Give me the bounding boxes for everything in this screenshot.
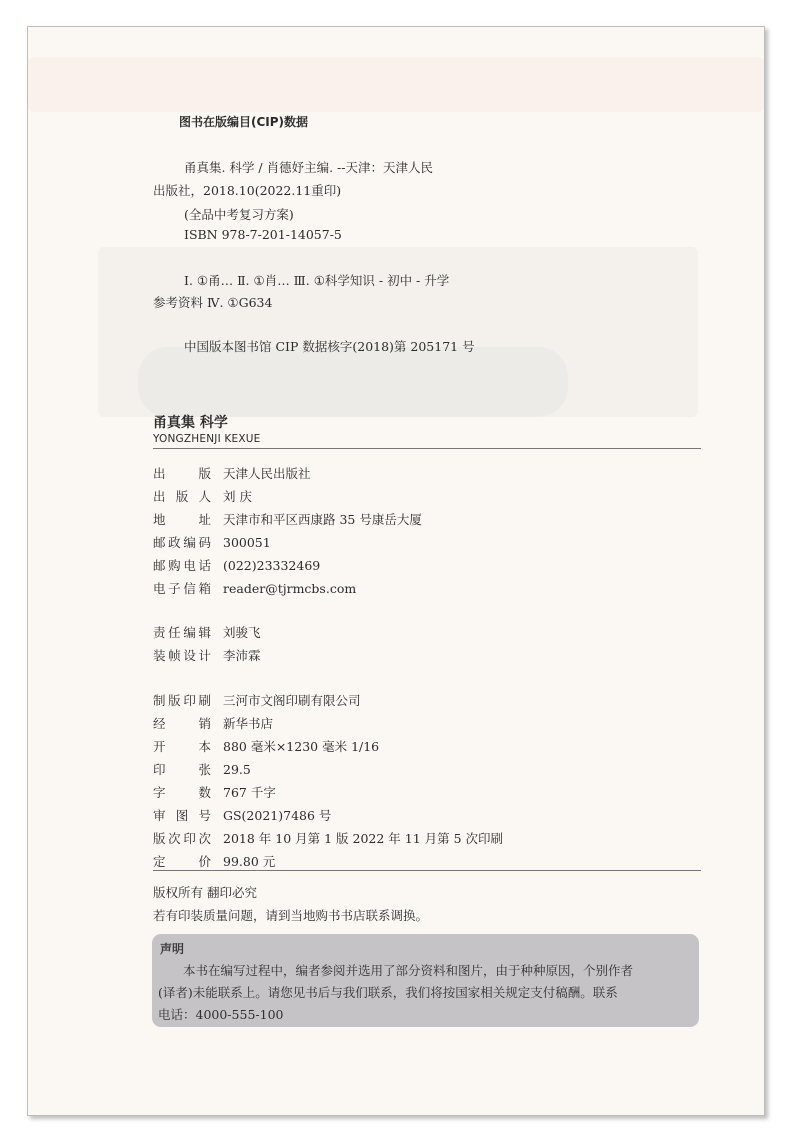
- info-row-map-number: [153, 806, 331, 824]
- info-value: 刘 庆: [223, 489, 252, 504]
- info-row-editor: [153, 623, 261, 641]
- info-label: 审图号: [153, 808, 211, 823]
- cip-data-number: 中国版本图书馆 CIP 数据核字(2018)第 205171 号: [184, 339, 475, 354]
- info-value: 29.5: [223, 762, 251, 777]
- info-row-printer: [153, 691, 361, 709]
- info-label: 经销: [153, 716, 211, 731]
- info-row-format: [153, 737, 379, 755]
- info-row-publisher-person: [153, 487, 252, 505]
- info-row-distributor: [153, 714, 273, 732]
- cip-line: 出版社，2018.10(2022.11重印): [153, 183, 342, 198]
- info-value: 三河市文阁印刷有限公司: [223, 693, 361, 708]
- info-value: reader@tjrmcbs.com: [223, 581, 357, 596]
- info-label: 出版人: [153, 489, 211, 504]
- info-label: 定价: [153, 854, 211, 869]
- info-row-word-count: [153, 783, 276, 801]
- info-value: 刘骏飞: [223, 625, 261, 640]
- info-label: 电子信箱: [153, 581, 211, 596]
- info-value: (022)23332469: [223, 558, 321, 573]
- info-value: 99.80 元: [223, 854, 276, 869]
- info-label: 出版: [153, 466, 211, 481]
- divider: [153, 870, 701, 871]
- info-row-designer: [153, 646, 261, 664]
- info-label: 邮购电话: [153, 558, 211, 573]
- declaration-title: 声明: [160, 942, 185, 956]
- info-value: 767 千字: [223, 785, 276, 800]
- cip-line: (全品中考复习方案): [184, 207, 294, 222]
- info-value: 李沛霖: [223, 648, 261, 663]
- info-value: 2018 年 10 月第 1 版 2022 年 11 月第 5 次印刷: [223, 831, 504, 846]
- info-value: 天津人民出版社: [223, 466, 311, 481]
- info-row-sheets: [153, 760, 251, 778]
- info-label: 字数: [153, 785, 211, 800]
- info-value: 880 毫米×1230 毫米 1/16: [223, 739, 380, 754]
- cip-line: 参考资料 Ⅳ. ①G634: [153, 295, 273, 310]
- declaration-box: [152, 934, 699, 1027]
- info-row-postcode: [153, 533, 271, 551]
- copyright-page: [28, 27, 764, 1115]
- info-label: 印张: [153, 762, 211, 777]
- info-label: 责任编辑: [153, 625, 211, 640]
- cip-line: 甬真集. 科学 / 肖德妤主编. --天津：天津人民: [184, 160, 433, 175]
- info-value: 新华书店: [223, 716, 274, 731]
- info-row-price: [153, 852, 275, 870]
- cip-title: 图书在版编目(CIP)数据: [179, 115, 309, 129]
- declaration-line: 本书在编写过程中，编者参阅并选用了部分资料和图片，由于种种原因，个别作者: [158, 963, 634, 978]
- info-row-publisher: [153, 464, 311, 482]
- divider: [153, 448, 701, 449]
- info-value: 天津市和平区西康路 35 号康岳大厦: [223, 512, 422, 527]
- info-label: 版次印次: [153, 831, 211, 846]
- cip-line: Ⅰ. ①甬… Ⅱ. ①肖… Ⅲ. ①科学知识 - 初中 - 升学: [184, 273, 450, 288]
- info-label: 邮政编码: [153, 535, 211, 550]
- declaration-line: 电话：4000-555-100: [158, 1007, 284, 1022]
- info-row-email: [153, 579, 356, 597]
- rights-statement: 版权所有 翻印必究: [153, 885, 257, 900]
- cip-isbn: ISBN 978-7-201-14057-5: [184, 227, 342, 242]
- info-label: 制版印刷: [153, 693, 211, 708]
- info-label: 地址: [153, 512, 211, 527]
- info-value: 300051: [223, 535, 271, 550]
- declaration-line: (译者)未能联系上。请您见书后与我们联系，我们将按国家相关规定支付稿酬。联系: [158, 985, 618, 1000]
- info-row-address: [153, 510, 422, 528]
- quality-notice: 若有印装质量问题，请到当地购书书店联系调换。: [153, 908, 429, 923]
- info-row-phone: [153, 556, 320, 574]
- info-label: 装帧设计: [153, 648, 211, 663]
- info-value: GS(2021)7486 号: [223, 808, 332, 823]
- declaration-body: [158, 960, 694, 1026]
- book-title-pinyin: YONGZHENJI KEXUE: [153, 433, 261, 445]
- info-label: 开本: [153, 739, 211, 754]
- book-title: 甬真集 科学: [153, 415, 228, 431]
- page-frame: [27, 26, 765, 1116]
- info-row-edition: [153, 829, 503, 847]
